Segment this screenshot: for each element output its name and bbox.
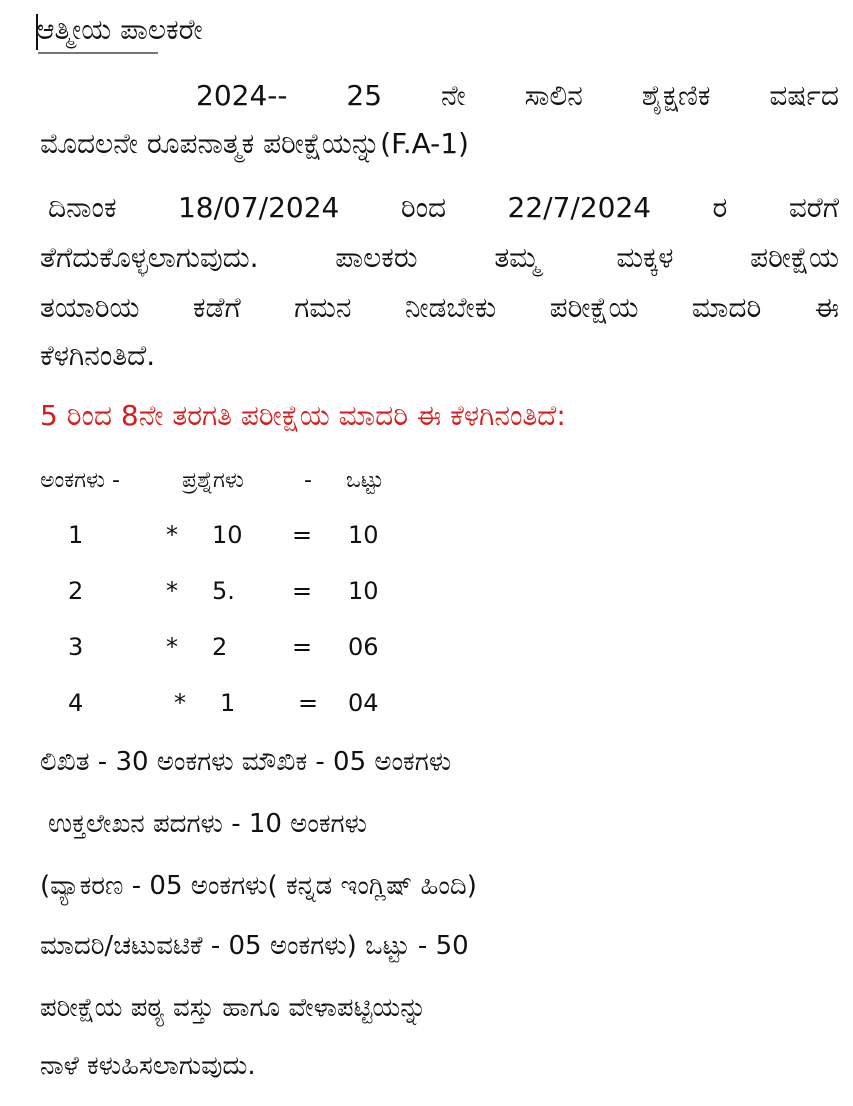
summary-grammar: (ವ್ಯಾಕರಣ - 05 ಅಂಕಗಳು( ಕನ್ನಡ ಇಂಗ್ಲಿಷ್ ಹಿಂದಿ) — [40, 871, 477, 901]
table-row — [0, 576, 853, 606]
row-questions: 2 — [212, 633, 228, 661]
row-operator: * — [166, 577, 178, 605]
summary-send-tomorrow: ನಾಳೆ ಕಳುಹಿಸಲಾಗುವುದು. — [40, 1051, 256, 1081]
row-questions: 10 — [212, 521, 243, 549]
summary-syllabus: ಪರೀಕ್ಷೆಯ ಪಠ್ಯ ವಸ್ತು ಹಾಗೂ ವೇಳಾಪಟ್ಟಿಯನ್ನು — [40, 993, 427, 1023]
date-line-1: ದಿನಾಂಕ 18/07/2024 ರಿಂದ 22/7/2024 ರ ವರೆಗೆ — [48, 191, 839, 224]
date-line-3: ತಯಾರಿಯ ಕಡೆಗೆ ಗಮನ ನೀಡಬೇಕು ಪರೀಕ್ಷೆಯ ಮಾದರಿ ಈ — [40, 291, 839, 324]
row-equals: = — [292, 633, 313, 661]
table-row — [0, 632, 853, 662]
row-equals: = — [298, 689, 319, 717]
row-marks: 3 — [68, 633, 84, 661]
row-total: 04 — [348, 689, 379, 717]
summary-written-oral: ಲಿಖಿತ - 30 ಅಂಕಗಳು ಮೌಖಿಕ - 05 ಅಂಕಗಳು — [40, 747, 452, 777]
row-questions: 5. — [212, 577, 235, 605]
row-questions: 1 — [220, 689, 236, 717]
header-total: ಒಟ್ಟು — [346, 468, 384, 493]
row-operator: * — [174, 689, 186, 717]
row-operator: * — [166, 633, 178, 661]
header-marks: ಅಂಕಗಳು - — [40, 468, 120, 493]
row-marks: 4 — [68, 689, 84, 717]
greeting: ಆತ್ಮೀಯ ಪಾಲಕರೇ — [36, 13, 203, 46]
summary-dictation: ಉಕ್ತಲೇಖನ ಪದಗಳು - 10 ಅಂಕಗಳು — [48, 809, 367, 839]
summary-activity-total: ಮಾದರಿ/ಚಟುವಟಿಕೆ - 05 ಅಂಕಗಳು) ಒಟ್ಟು - 50 — [40, 931, 469, 961]
header-questions: ಪ್ರಶ್ನೆಗಳು — [182, 468, 244, 493]
greeting-underline — [38, 52, 158, 54]
intro-line-2: ಮೊದಲನೇ ರೂಪನಾತ್ಮಕ ಪರೀಕ್ಷೆಯನ್ನು(F.A-1) — [40, 127, 469, 160]
row-marks: 1 — [68, 521, 84, 549]
date-line-4: ಕೆಳಗಿನಂತಿದೆ. — [40, 339, 156, 372]
date-line-2: ತೆಗೆದುಕೊಳ್ಳಲಾಗುವುದು. ಪಾಲಕರು ತಮ್ಮ ಮಕ್ಕಳ ಪರೀಕ್ಷೆಯ — [40, 241, 839, 274]
row-total: 10 — [348, 521, 379, 549]
row-equals: = — [292, 577, 313, 605]
table-row — [0, 688, 853, 718]
row-operator: * — [166, 521, 178, 549]
intro-line-1: 2024-- 25 ನೇ ಸಾಲಿನ ಶೈಕ್ಷಣಿಕ ವರ್ಷದ — [196, 79, 839, 112]
header-dash: - — [304, 468, 312, 493]
row-total: 10 — [348, 577, 379, 605]
table-header — [0, 466, 853, 496]
row-total: 06 — [348, 633, 379, 661]
row-equals: = — [292, 521, 313, 549]
table-row — [0, 520, 853, 550]
row-marks: 2 — [68, 577, 84, 605]
red-heading: 5 ರಿಂದ 8ನೇ ತರಗತಿ ಪರೀಕ್ಷೆಯ ಮಾದರಿ ಈ ಕೆಳಗಿನಂತಿದೆ: — [40, 399, 566, 432]
